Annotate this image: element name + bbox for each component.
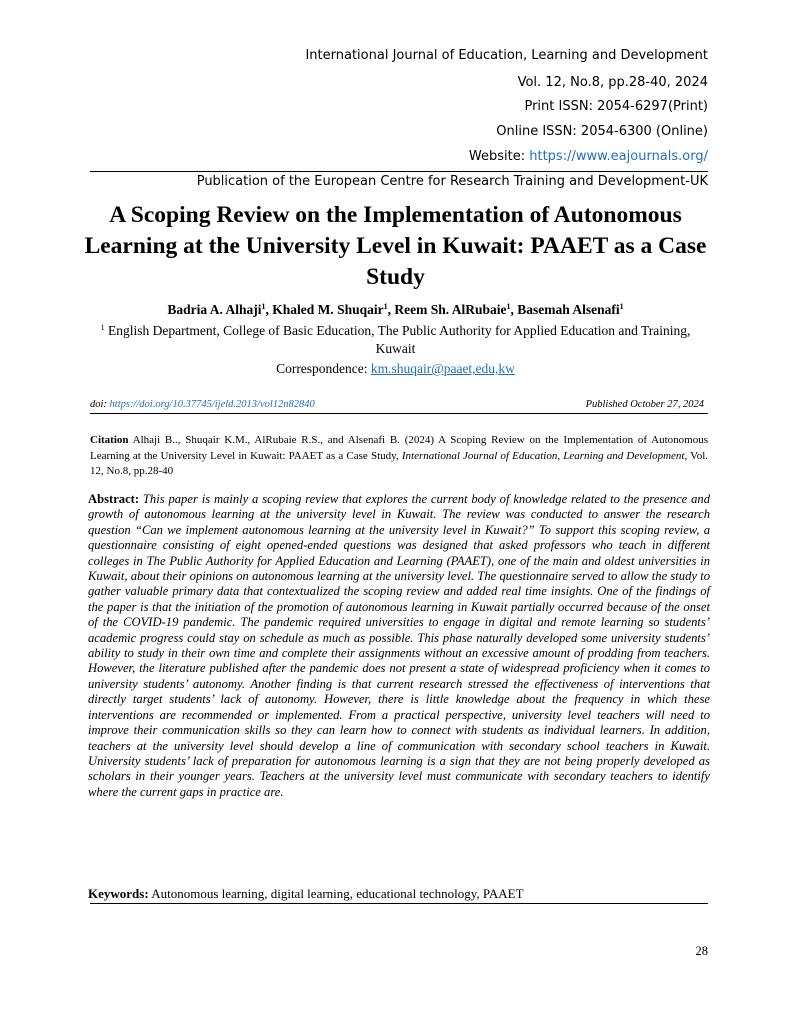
abstract — [88, 492, 710, 800]
citation-journal: International Journal of Education, Learning and Development — [401, 449, 685, 462]
published-date: Published October 27, 2024 — [585, 399, 704, 410]
publisher-line: Publication of the European Centre for Research Training and Development-UK — [196, 174, 708, 189]
author-list — [80, 301, 711, 319]
citation — [90, 433, 708, 480]
keywords — [88, 886, 710, 902]
website-label: Website: — [468, 149, 530, 164]
affiliation — [80, 322, 711, 358]
doi-link[interactable]: https://doi.org/10.37745/ijeld.2013/vol12n82840 — [109, 399, 315, 410]
print-issn: Print ISSN: 2054-6297(Print) — [524, 99, 708, 114]
keywords-divider — [90, 903, 708, 904]
online-issn: Online ISSN: 2054-6300 (Online) — [496, 124, 708, 139]
paper-title: A Scoping Review on the Implementation of Autonomous Learning at the University Level in Kuwait: PAAET as a Case Study — [84, 202, 707, 290]
author-separator: , — [265, 302, 273, 317]
author-name: Basemah Alsenafi — [517, 302, 620, 317]
website-line — [469, 149, 708, 165]
header-divider — [90, 171, 708, 172]
keywords-text: Autonomous learning, digital learning, educational technology, PAAET — [148, 886, 524, 901]
doi-divider — [90, 413, 708, 414]
author-affiliation-mark: 1 — [261, 302, 266, 311]
correspondence-label: Correspondence: — [276, 361, 371, 376]
citation-tail: , Vol. 12, No.8, pp.28-40 — [90, 449, 708, 477]
keywords-label: Keywords: — [88, 886, 149, 901]
correspondence-email-link[interactable]: km.shuqair@paaet,edu,kw — [370, 361, 515, 376]
author-affiliation-mark: 1 — [383, 302, 388, 311]
citation-text: Alhaji B.., Shuqair K.M., AlRubaie R.S., and Alsenafi B. (2024) A Scoping Review on the Implementation of Autonomous Learning at the University Level in Kuwait: PAAET as a Case Study, — [90, 434, 708, 462]
page-number: 28 — [695, 944, 708, 958]
doi-row — [90, 399, 704, 411]
author-name: Badria A. Alhaji — [167, 302, 262, 317]
author-name: Reem Sh. AlRubaie — [394, 302, 507, 317]
affiliation-text: English Department, College of Basic Education, The Public Authority for Applied Education and Training, Kuwait — [104, 323, 691, 356]
journal-name: International Journal of Education, Learning and Development — [305, 48, 708, 63]
author-separator: , — [510, 302, 518, 317]
correspondence — [80, 360, 711, 378]
author-name: Khaled M. Shuqair — [272, 302, 384, 317]
abstract-text: This paper is mainly a scoping review that explores the current body of knowledge related to the presence and growth of autonomous learning at the university level in Kuwait. The review was conducted to answer the research question “Can we implement autonomous learning at the university level in Kuwait?” To support this scoping review, a questionnaire consisting of eight opened-ended questions was designed that asked professors who teach in different colleges in The Public Authority for Applied Education and Learning (PAAET), one of the main and oldest universities in Kuwait, about their opinions on autonomous learning at the university level. The questionnaire served to allow the study to gather valuable primary data that contextualized the scoping review and added real time insights. One of the findings of the paper is that the initiation of the promotion of autonomous learning in Kuwait partially occurred because of the onset of the COVID-19 pandemic. The pandemic required universities to engage in digital and remote learning so students’ academic progress could stay on schedule as much as possible. This phase naturally developed some university students’ ability to study in their own time and complete their assignments without an excessive amount of prodding from teachers. However, the literature published after the pandemic does not present a state of widespread proficiency when it comes to university students’ autonomy. Another finding is that current research stressed the effectiveness of interventions that directly target students’ lack of autonomy. However, there is little knowledge about the frequency in which these interventions are recommended or implemented. From a practical perspective, university level teachers will need to improve their communication skills so they can learn how to connect with students as individual learners. In addition, teachers at the university level should develop a line of communication with secondary school teachers in Kuwait. University students’ lack of preparation for autonomous learning is a sign that they are not being properly developed as scholars in their younger years. Teachers at the university level must communicate with secondary teachers to identify where the current gaps in practice are. — [88, 492, 710, 799]
doi-label: doi: — [90, 399, 110, 410]
affiliation-mark: 1 — [100, 323, 105, 332]
author-affiliation-mark: 1 — [619, 302, 624, 311]
volume-info: Vol. 12, No.8, pp.28-40, 2024 — [517, 75, 708, 90]
citation-label: Citation — [90, 434, 129, 446]
author-separator: , — [387, 302, 395, 317]
abstract-label: Abstract: — [88, 492, 140, 506]
website-link[interactable]: https://www.eajournals.org/ — [529, 149, 708, 164]
author-affiliation-mark: 1 — [506, 302, 511, 311]
